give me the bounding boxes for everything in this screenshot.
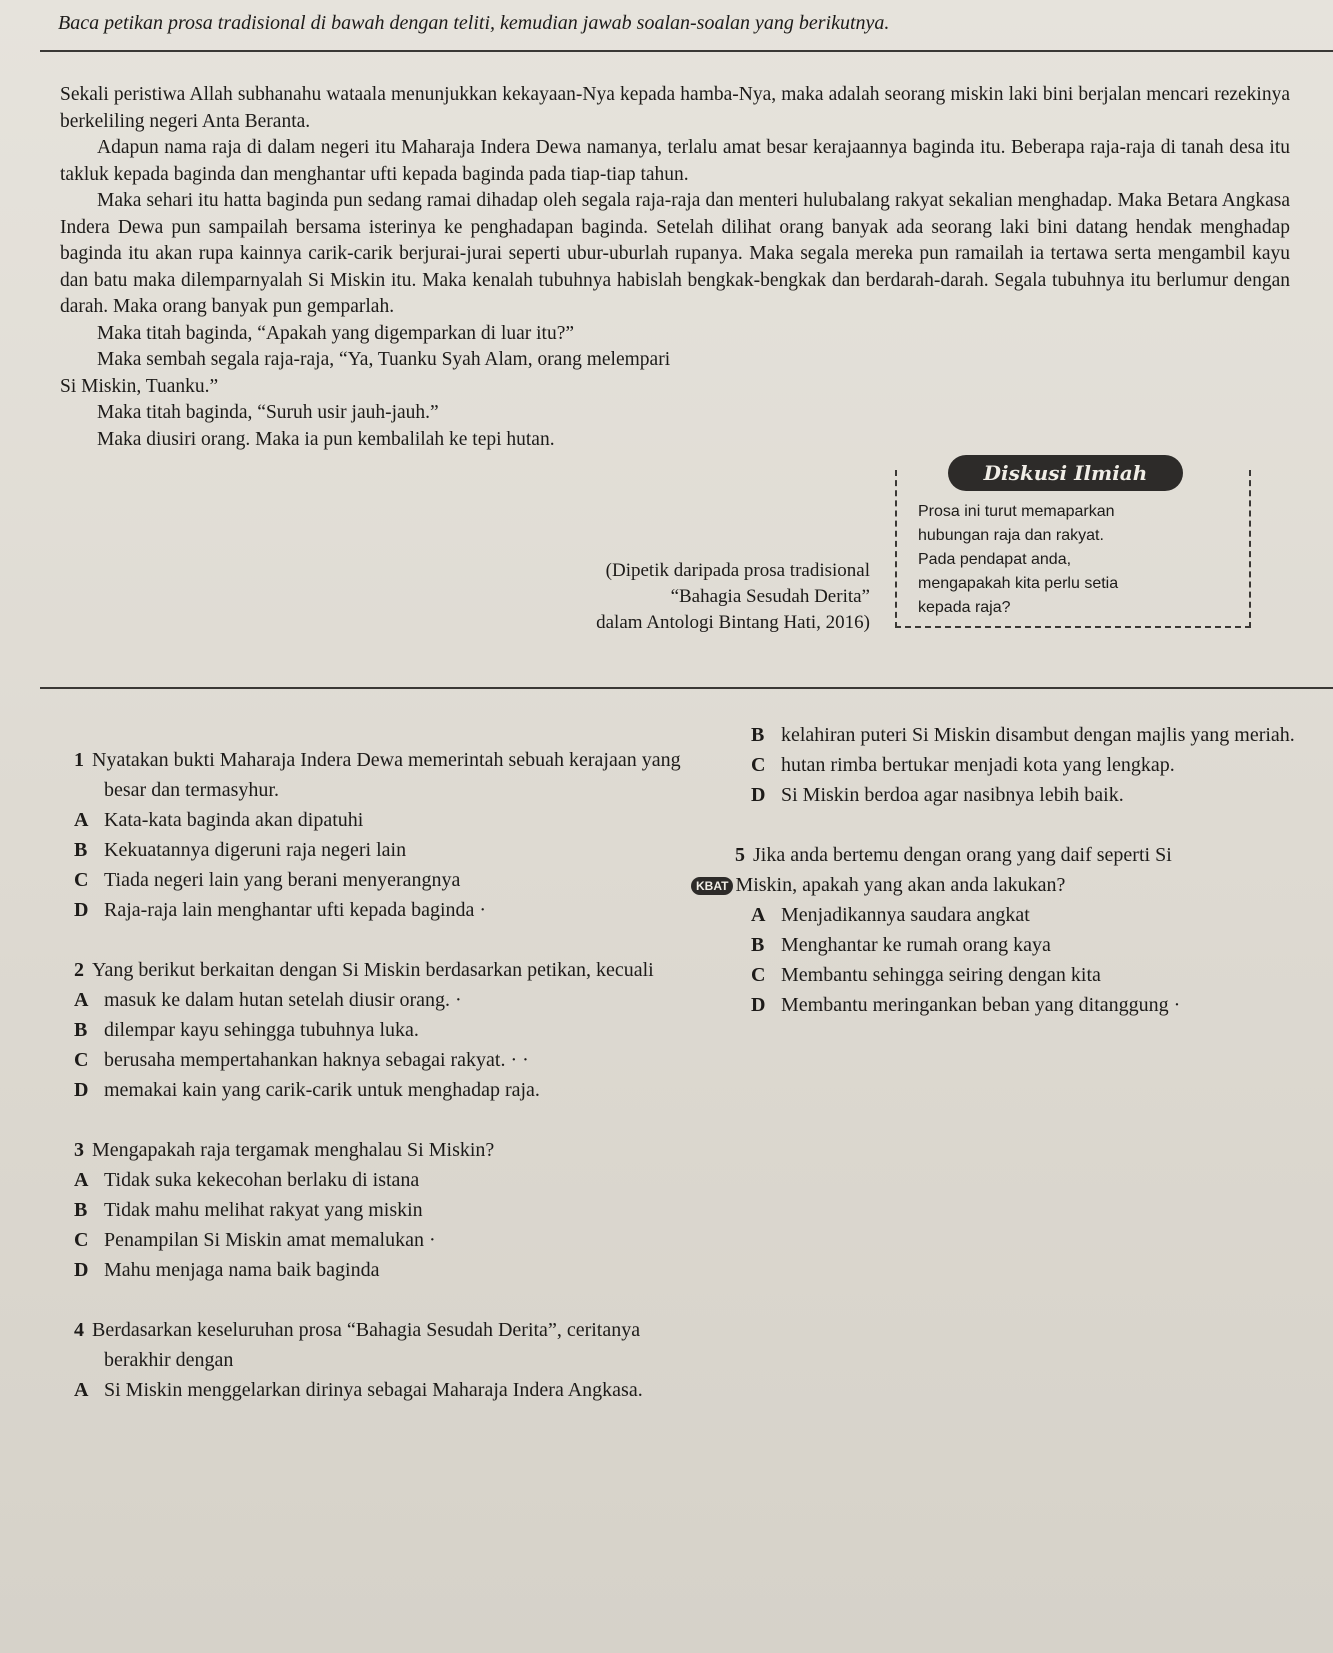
passage-paragraph-4: Maka titah baginda, “Apakah yang digemparkan di luar itu?”	[97, 322, 575, 344]
discussion-title-badge: Diskusi Ilmiah	[948, 455, 1183, 491]
option-letter: B	[74, 839, 88, 861]
passage-source	[520, 558, 870, 636]
discussion-line: kepada raja?	[918, 599, 1011, 616]
question-3-stem	[58, 1135, 698, 1165]
passage-paragraph-3: Maka sehari itu hatta baginda pun sedang ramai dihadap oleh segala raja-raja dan menteri hulubalang rakyat sekalian menghadap. Maka Betara Angkasa Indera Dewa pun sampailah bersama isterinya ke penghadapan baginda. Setelah dilihat orang banyak ada seorang laki bini datang hendak menghadap baginda itu akan rupa kainnya carik-carik berjurai-jurai seperti ubur-uburlah rupanya. Maka segala mereka pun ramailah ia tertawa serta mengambil kayu dan batu maka dilemparnyalah Si Miskin itu. Maka kenalah tubuhnya habislah bengkak-bengkak dan berdarah-darah. Segala tubuhnya itu berlumur dengan darah. Maka orang banyak pun gemparlah.	[60, 190, 1290, 317]
discussion-line: Prosa ini turut memaparkan	[918, 503, 1115, 520]
instruction-text: Baca petikan prosa tradisional di bawah dengan teliti, kemudian jawab soalan-soalan yang berikutnya.	[58, 12, 890, 34]
option-1c[interactable]	[58, 865, 698, 895]
question-2	[58, 955, 698, 1105]
passage-paragraph-5b: Si Miskin, Tuanku.”	[60, 375, 219, 397]
question-text: Yang berikut berkaitan dengan Si Miskin berdasarkan petikan, kecuali	[92, 959, 654, 981]
question-1-stem	[58, 745, 698, 805]
option-3d[interactable]	[58, 1255, 698, 1285]
option-text: memakai kain yang carik-carik untuk menghadap raja.	[104, 1079, 540, 1101]
option-5d[interactable]	[735, 990, 1310, 1020]
option-text: Raja-raja lain menghantar ufti kepada baginda ·	[104, 899, 487, 921]
option-4b[interactable]	[735, 720, 1310, 750]
question-1	[58, 745, 698, 925]
option-letter: D	[74, 1079, 89, 1101]
option-letter: C	[751, 754, 766, 776]
source-line-2: “Bahagia Sesudah Derita”	[670, 586, 870, 607]
question-number: 3	[74, 1139, 84, 1161]
source-line-1: (Dipetik daripada prosa tradisional	[605, 560, 870, 581]
question-number: 5	[735, 844, 745, 866]
passage-paragraph-2: Adapun nama raja di dalam negeri itu Maharaja Indera Dewa namanya, terlalu amat besar kerajaannya baginda itu. Beberapa raja-raja di tanah desa itu takluk kepada baginda dan menghantar ufti kepada baginda pada tiap-tiap tahun.	[60, 137, 1290, 185]
option-text: Menghantar ke rumah orang kaya	[781, 934, 1051, 956]
option-letter: A	[74, 989, 89, 1011]
option-1b[interactable]	[58, 835, 698, 865]
question-3	[58, 1135, 698, 1285]
question-text: Mengapakah raja tergamak menghalau Si Miskin?	[92, 1139, 495, 1161]
option-2c[interactable]	[58, 1045, 698, 1075]
option-text: Kata-kata baginda akan dipatuhi	[104, 809, 364, 831]
option-5a[interactable]	[735, 900, 1310, 930]
option-letter: C	[74, 869, 89, 891]
option-4c[interactable]	[735, 750, 1310, 780]
option-3b[interactable]	[58, 1195, 698, 1225]
option-letter: B	[74, 1199, 88, 1221]
option-letter: A	[74, 1379, 89, 1401]
option-text: hutan rimba bertukar menjadi kota yang lengkap.	[781, 754, 1175, 776]
discussion-line: mengapakah kita perlu setia	[918, 575, 1119, 592]
question-number: 1	[74, 749, 84, 771]
option-text: masuk ke dalam hutan setelah diusir orang. ·	[104, 989, 462, 1011]
option-1d[interactable]	[58, 895, 698, 925]
option-text: berusaha mempertahankan haknya sebagai rakyat. · ·	[104, 1049, 529, 1071]
question-text: Miskin, apakah yang akan anda lakukan?	[735, 874, 1066, 896]
option-5b[interactable]	[735, 930, 1310, 960]
option-text: Membantu meringankan beban yang ditanggung ·	[781, 994, 1181, 1016]
option-text: kelahiran puteri Si Miskin disambut dengan majlis yang meriah.	[781, 724, 1295, 746]
questions-left-column	[58, 745, 698, 1405]
question-text: Jika anda bertemu dengan orang yang daif seperti Si	[753, 844, 1172, 866]
passage-paragraph-7: Maka diusiri orang. Maka ia pun kembalilah ke tepi hutan.	[97, 428, 555, 450]
option-text: Si Miskin menggelarkan dirinya sebagai Maharaja Indera Angkasa.	[104, 1379, 643, 1401]
option-letter: B	[74, 1019, 88, 1041]
question-number: 4	[74, 1319, 84, 1341]
passage-paragraph-6: Maka titah baginda, “Suruh usir jauh-jauh.”	[97, 402, 439, 423]
passage-paragraph-5a: Maka sembah segala raja-raja, “Ya, Tuanku Syah Alam, orang melempari	[97, 349, 671, 370]
question-4	[58, 1315, 698, 1405]
source-line-3: dalam Antologi Bintang Hati, 2016)	[596, 612, 870, 633]
questions-right-column	[696, 720, 1310, 1020]
option-text: Kekuatannya digeruni raja negeri lain	[104, 839, 407, 861]
question-5-stem	[735, 840, 1310, 870]
option-2b[interactable]	[58, 1015, 698, 1045]
option-letter: C	[74, 1229, 89, 1251]
option-2d[interactable]	[58, 1075, 698, 1105]
option-3a[interactable]	[58, 1165, 698, 1195]
option-letter: D	[74, 1259, 89, 1281]
question-2-stem	[58, 955, 698, 985]
option-1a[interactable]	[58, 805, 698, 835]
discussion-text	[918, 500, 1238, 620]
discussion-line: hubungan raja dan rakyat.	[918, 527, 1104, 544]
question-5	[696, 840, 1310, 1020]
discussion-line: Pada pendapat anda,	[918, 551, 1072, 568]
prose-passage	[60, 82, 1290, 453]
option-2a[interactable]	[58, 985, 698, 1015]
question-number: 2	[74, 959, 84, 981]
option-text: Membantu sehingga seiring dengan kita	[781, 964, 1101, 986]
option-text: dilempar kayu sehingga tubuhnya luka.	[104, 1019, 419, 1041]
option-text: Menjadikannya saudara angkat	[781, 904, 1030, 926]
option-letter: B	[751, 934, 765, 956]
option-text: Tidak suka kekecohan berlaku di istana	[104, 1169, 420, 1191]
question-5-stem-line-2	[691, 870, 1310, 900]
kbat-badge: KBAT	[691, 877, 733, 895]
question-text: Berdasarkan keseluruhan prosa “Bahagia Sesudah Derita”, ceritanya berakhir dengan	[92, 1319, 641, 1371]
option-text: Mahu menjaga nama baik baginda	[104, 1259, 380, 1281]
option-4d[interactable]	[735, 780, 1310, 810]
option-text: Tidak mahu melihat rakyat yang miskin	[104, 1199, 423, 1221]
option-letter: D	[751, 784, 766, 806]
option-letter: A	[751, 904, 766, 926]
option-letter: B	[751, 724, 765, 746]
option-text: Penampilan Si Miskin amat memalukan ·	[104, 1229, 436, 1251]
question-4-stem	[58, 1315, 698, 1375]
option-text: Tiada negeri lain yang berani menyerangnya	[104, 869, 461, 891]
option-letter: D	[74, 899, 89, 921]
option-text: Si Miskin berdoa agar nasibnya lebih baik.	[781, 784, 1124, 806]
option-letter: C	[751, 964, 766, 986]
option-letter: C	[74, 1049, 89, 1071]
option-4a[interactable]	[58, 1375, 698, 1405]
passage-paragraph-1: Sekali peristiwa Allah subhanahu wataala menunjukkan kekayaan-Nya kepada hamba-Nya, maka adalah seorang miskin laki bini berjalan mencari rezekinya berkeliling negeri Anta Beranta.	[60, 84, 1290, 132]
option-3c[interactable]	[58, 1225, 698, 1255]
question-text: Nyatakan bukti Maharaja Indera Dewa memerintah sebuah kerajaan yang besar dan termasyhur.	[92, 749, 681, 801]
option-letter: A	[74, 1169, 89, 1191]
option-letter: D	[751, 994, 766, 1016]
question-4-continued	[735, 720, 1310, 810]
option-5c[interactable]	[735, 960, 1310, 990]
option-letter: A	[74, 809, 89, 831]
